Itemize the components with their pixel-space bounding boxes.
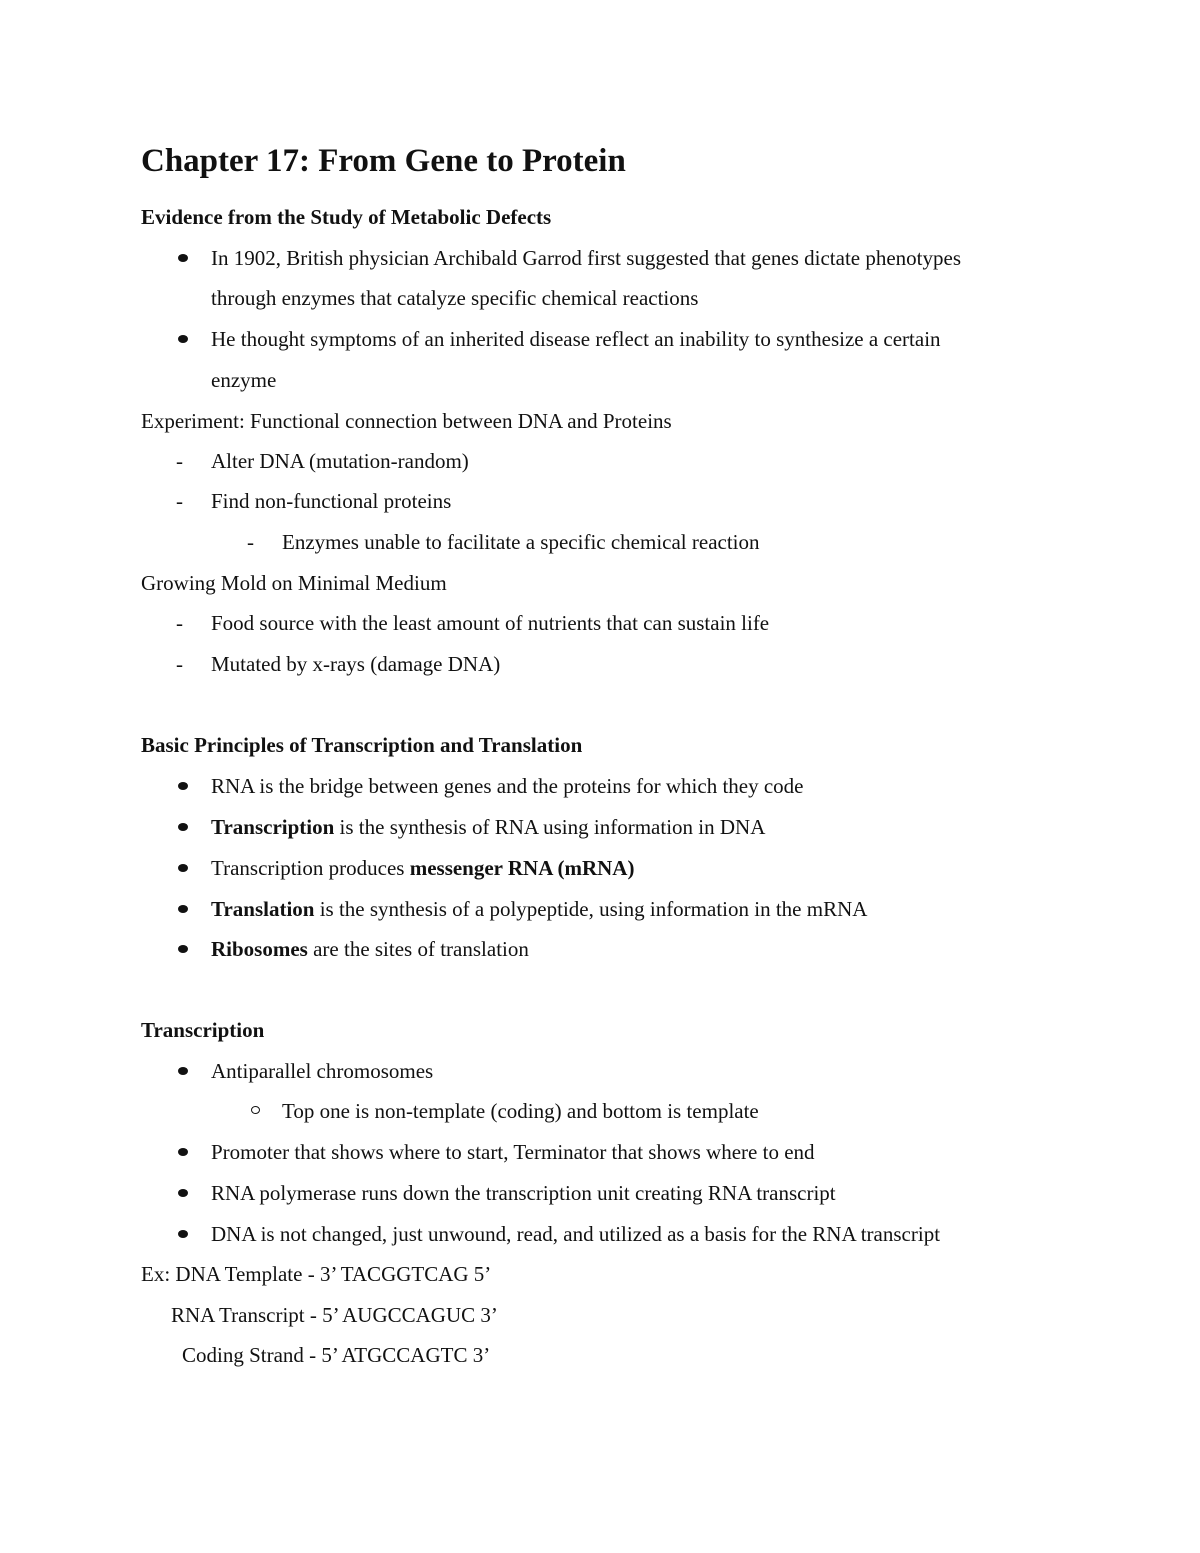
- list-item-rest: are the sites of translation: [307, 937, 529, 961]
- example-coding-strand: Coding Strand - 5’ ATGCCAGTC 3’: [182, 1343, 491, 1367]
- bullet-icon: [178, 945, 188, 953]
- sub-list-item-text: Enzymes unable to facilitate a specific chemical reaction: [282, 530, 760, 554]
- list-item-text: [211, 814, 765, 840]
- list-item-pre: Transcription produces: [211, 856, 410, 880]
- term-ribosomes: Ribosomes: [211, 937, 308, 961]
- bullet-icon: [178, 905, 188, 913]
- bullet-icon: [178, 823, 188, 831]
- list-item-text: DNA is not changed, just unwound, read, and utilized as a basis for the RNA transcript: [211, 1222, 941, 1246]
- list-item-text: Promoter that shows where to start, Terminator that shows where to end: [211, 1140, 815, 1164]
- bullet-icon: [178, 254, 188, 262]
- list-item-text: He thought symptoms of an inherited disease reflect an inability to synthesize a certain: [211, 327, 941, 351]
- bullet-icon: [178, 1189, 188, 1197]
- bullet-icon: [178, 1067, 188, 1075]
- list-item-text: [211, 896, 867, 922]
- list-item-text: [211, 855, 634, 881]
- list-item-text: RNA polymerase runs down the transcription unit creating RNA transcript: [211, 1181, 836, 1205]
- list-item-text: RNA is the bridge between genes and the proteins for which they code: [211, 774, 804, 798]
- sub-list-item-text: Top one is non-template (coding) and bottom is template: [282, 1099, 759, 1123]
- page-title: Chapter 17: From Gene to Protein: [141, 143, 626, 179]
- bullet-icon: [178, 1148, 188, 1156]
- list-item-text: Antiparallel chromosomes: [211, 1059, 434, 1083]
- list-item-text-continued: through enzymes that catalyze specific chemical reactions: [211, 286, 699, 310]
- dash-marker: -: [176, 489, 183, 513]
- dash-marker: -: [176, 652, 183, 676]
- term-mrna: messenger RNA (mRNA): [409, 856, 635, 880]
- bullet-icon: [178, 1230, 188, 1238]
- example-dna-template: Ex: DNA Template - 3’ TACGGTCAG 5’: [141, 1262, 492, 1286]
- section-heading-metabolic-defects: Evidence from the Study of Metabolic Defects: [141, 205, 552, 229]
- list-item-text: Food source with the least amount of nutrients that can sustain life: [211, 611, 770, 635]
- section-heading-transcription: Transcription: [141, 1018, 265, 1042]
- dash-marker: -: [247, 530, 254, 554]
- bullet-icon: [178, 864, 188, 872]
- hollow-bullet-icon: [251, 1106, 260, 1114]
- dash-marker: -: [176, 611, 183, 635]
- dash-marker: -: [176, 449, 183, 473]
- experiment-label: Experiment: Functional connection between DNA and Proteins: [141, 409, 672, 433]
- mold-label: Growing Mold on Minimal Medium: [141, 571, 447, 595]
- term-transcription: Transcription: [211, 815, 335, 839]
- list-item-text-continued: enzyme: [211, 368, 277, 392]
- example-rna-transcript: RNA Transcript - 5’ AUGCCAGUC 3’: [171, 1303, 498, 1327]
- term-translation: Translation: [211, 897, 315, 921]
- list-item-rest: is the synthesis of a polypeptide, using information in the mRNA: [314, 897, 868, 921]
- list-item-text: Alter DNA (mutation-random): [211, 449, 469, 473]
- bullet-icon: [178, 782, 188, 790]
- list-item-text: [211, 936, 529, 962]
- bullet-icon: [178, 335, 188, 343]
- list-item-text: Mutated by x-rays (damage DNA): [211, 652, 501, 676]
- list-item-text: Find non-functional proteins: [211, 489, 452, 513]
- section-heading-basic-principles: Basic Principles of Transcription and Translation: [141, 733, 583, 757]
- list-item-rest: is the synthesis of RNA using information in DNA: [334, 815, 766, 839]
- list-item-text: In 1902, British physician Archibald Garrod first suggested that genes dictate phenotypes: [211, 246, 962, 270]
